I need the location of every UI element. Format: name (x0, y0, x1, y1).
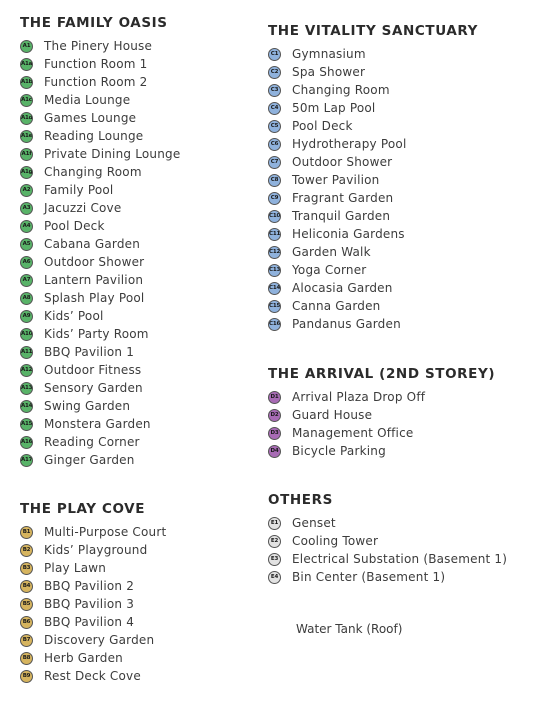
code-badge: A8 (20, 292, 33, 305)
item-label: Tranquil Garden (292, 209, 391, 223)
list-item (268, 45, 478, 63)
item-label: Reading Lounge (44, 129, 144, 143)
list-item (20, 127, 180, 145)
arrival-list (268, 388, 495, 460)
list-item (20, 307, 180, 325)
list-item (268, 207, 478, 225)
list-item (20, 379, 180, 397)
item-label: Media Lounge (44, 93, 131, 107)
list-item (268, 243, 478, 261)
item-label: Tower Pavilion (292, 173, 380, 187)
code-badge: A1d (20, 112, 33, 125)
list-item (20, 451, 180, 469)
item-label: Swing Garden (44, 399, 131, 413)
item-label: Arrival Plaza Drop Off (292, 390, 426, 404)
item-label: Heliconia Gardens (292, 227, 405, 241)
list-item (20, 361, 180, 379)
item-label: Play Lawn (44, 561, 107, 575)
list-item (20, 541, 166, 559)
code-badge: A2 (20, 184, 33, 197)
list-item (20, 253, 180, 271)
code-badge: A3 (20, 202, 33, 215)
list-item (20, 649, 166, 667)
item-label: Herb Garden (44, 651, 123, 665)
code-badge: A7 (20, 274, 33, 287)
code-badge: A13 (20, 382, 33, 395)
list-item (268, 442, 495, 460)
list-item (20, 559, 166, 577)
code-badge: C3 (268, 84, 281, 97)
code-badge: C15 (268, 300, 281, 313)
code-badge: A5 (20, 238, 33, 251)
list-item (20, 289, 180, 307)
code-badge: A9 (20, 310, 33, 323)
list-item (20, 433, 180, 451)
list-item (20, 577, 166, 595)
item-label: BBQ Pavilion 3 (44, 597, 135, 611)
item-label: Splash Play Pool (44, 291, 145, 305)
water-tank-note: Water Tank (Roof) (296, 622, 403, 636)
item-label: BBQ Pavilion 1 (44, 345, 135, 359)
code-badge: A15 (20, 418, 33, 431)
item-label: Changing Room (292, 83, 390, 97)
item-label: Function Room 2 (44, 75, 148, 89)
item-label: Pandanus Garden (292, 317, 401, 331)
item-label: Multi-Purpose Court (44, 525, 167, 539)
code-badge: D1 (268, 391, 281, 404)
item-label: BBQ Pavilion 4 (44, 615, 135, 629)
code-badge: A4 (20, 220, 33, 233)
section-family-oasis (20, 15, 180, 469)
item-label: Function Room 1 (44, 57, 148, 71)
code-badge: B7 (20, 634, 33, 647)
code-badge: C7 (268, 156, 281, 169)
item-label: Outdoor Shower (292, 155, 393, 169)
code-badge: A1a (20, 58, 33, 71)
section-title: THE VITALITY SANCTUARY (268, 23, 479, 39)
list-item (20, 37, 180, 55)
code-badge: C9 (268, 192, 281, 205)
code-badge: A17 (20, 454, 33, 467)
section-others (268, 492, 507, 586)
item-label: Cabana Garden (44, 237, 141, 251)
code-badge: C10 (268, 210, 281, 223)
code-badge: B4 (20, 580, 33, 593)
code-badge: C8 (268, 174, 281, 187)
list-item (268, 99, 478, 117)
code-badge: A14 (20, 400, 33, 413)
code-badge: C12 (268, 246, 281, 259)
item-label: Alocasia Garden (292, 281, 393, 295)
code-badge: B6 (20, 616, 33, 629)
list-item (20, 397, 180, 415)
code-badge: E2 (268, 535, 281, 548)
code-badge: B1 (20, 526, 33, 539)
item-label: Guard House (292, 408, 373, 422)
code-badge: B5 (20, 598, 33, 611)
code-badge: E3 (268, 553, 281, 566)
code-badge: A1f (20, 148, 33, 161)
item-label: Outdoor Fitness (44, 363, 142, 377)
list-item (268, 550, 507, 568)
item-label: Outdoor Shower (44, 255, 145, 269)
list-item (20, 91, 180, 109)
section-title: THE PLAY COVE (20, 501, 146, 517)
item-label: Pool Deck (292, 119, 353, 133)
code-badge: A10 (20, 328, 33, 341)
section-play-cove (20, 501, 166, 685)
list-item (268, 388, 495, 406)
item-label: BBQ Pavilion 2 (44, 579, 135, 593)
code-badge: C11 (268, 228, 281, 241)
list-item (20, 325, 180, 343)
item-label: Cooling Tower (292, 534, 379, 548)
item-label: Sensory Garden (44, 381, 143, 395)
section-vitality-sanctuary (268, 23, 478, 333)
item-label: Fragrant Garden (292, 191, 394, 205)
play-cove-list (20, 523, 166, 685)
list-item (268, 171, 478, 189)
list-item (20, 343, 180, 361)
item-label: Kids’ Party Room (44, 327, 149, 341)
item-label: Garden Walk (292, 245, 371, 259)
item-label: Private Dining Lounge (44, 147, 181, 161)
code-badge: B3 (20, 562, 33, 575)
list-item (20, 415, 180, 433)
item-label: Bin Center (Basement 1) (292, 570, 446, 584)
item-label: 50m Lap Pool (292, 101, 376, 115)
list-item (268, 532, 507, 550)
item-label: Ginger Garden (44, 453, 135, 467)
item-label: Kids’ Playground (44, 543, 148, 557)
item-label: Spa Shower (292, 65, 366, 79)
item-label: Management Office (292, 426, 414, 440)
list-item (20, 73, 180, 91)
list-item (20, 163, 180, 181)
list-item (20, 181, 180, 199)
code-badge: C5 (268, 120, 281, 133)
list-item (268, 153, 478, 171)
item-label: Pool Deck (44, 219, 105, 233)
item-label: Reading Corner (44, 435, 140, 449)
list-item (268, 225, 478, 243)
code-badge: A1c (20, 94, 33, 107)
item-label: Gymnasium (292, 47, 366, 61)
code-badge: A6 (20, 256, 33, 269)
item-label: Electrical Substation (Basement 1) (292, 552, 508, 566)
list-item (20, 631, 166, 649)
item-label: Yoga Corner (292, 263, 367, 277)
code-badge: A1e (20, 130, 33, 143)
section-arrival (268, 366, 495, 460)
item-label: Kids’ Pool (44, 309, 104, 323)
item-label: Lantern Pavilion (44, 273, 144, 287)
code-badge: A11 (20, 346, 33, 359)
code-badge: A12 (20, 364, 33, 377)
item-label: Rest Deck Cove (44, 669, 141, 683)
list-item (268, 568, 507, 586)
item-label: Jacuzzi Cove (44, 201, 122, 215)
item-label: Monstera Garden (44, 417, 151, 431)
code-badge: B8 (20, 652, 33, 665)
list-item (20, 235, 180, 253)
code-badge: B9 (20, 670, 33, 683)
item-label: Genset (292, 516, 336, 530)
list-item (268, 81, 478, 99)
list-item (268, 135, 478, 153)
list-item (268, 315, 478, 333)
list-item (20, 55, 180, 73)
section-title: OTHERS (268, 492, 333, 508)
code-badge: C6 (268, 138, 281, 151)
item-label: Changing Room (44, 165, 142, 179)
item-label: Discovery Garden (44, 633, 155, 647)
code-badge: C1 (268, 48, 281, 61)
code-badge: B2 (20, 544, 33, 557)
code-badge: D3 (268, 427, 281, 440)
others-list (268, 514, 507, 586)
item-label: Canna Garden (292, 299, 381, 313)
code-badge: C16 (268, 318, 281, 331)
list-item (268, 117, 478, 135)
list-item (268, 297, 478, 315)
section-title: THE ARRIVAL (2ND STOREY) (268, 366, 496, 382)
code-badge: A1g (20, 166, 33, 179)
list-item (268, 189, 478, 207)
code-badge: A1b (20, 76, 33, 89)
code-badge: C2 (268, 66, 281, 79)
list-item (268, 514, 507, 532)
vitality-sanctuary-list (268, 45, 478, 333)
list-item (20, 667, 166, 685)
code-badge: D4 (268, 445, 281, 458)
list-item (268, 406, 495, 424)
code-badge: C13 (268, 264, 281, 277)
item-label: Family Pool (44, 183, 114, 197)
family-oasis-list (20, 37, 180, 469)
list-item (20, 145, 180, 163)
list-item (268, 261, 478, 279)
section-title: THE FAMILY OASIS (20, 15, 168, 31)
item-label: Bicycle Parking (292, 444, 386, 458)
item-label: Games Lounge (44, 111, 137, 125)
list-item (20, 109, 180, 127)
code-badge: C14 (268, 282, 281, 295)
code-badge: A1 (20, 40, 33, 53)
code-badge: C4 (268, 102, 281, 115)
list-item (268, 63, 478, 81)
code-badge: D2 (268, 409, 281, 422)
item-label: The Pinery House (44, 39, 153, 53)
item-label: Hydrotherapy Pool (292, 137, 407, 151)
list-item (268, 424, 495, 442)
code-badge: A16 (20, 436, 33, 449)
list-item (268, 279, 478, 297)
list-item (20, 613, 166, 631)
code-badge: E4 (268, 571, 281, 584)
list-item (20, 523, 166, 541)
list-item (20, 199, 180, 217)
list-item (20, 217, 180, 235)
list-item (20, 595, 166, 613)
list-item (20, 271, 180, 289)
code-badge: E1 (268, 517, 281, 530)
